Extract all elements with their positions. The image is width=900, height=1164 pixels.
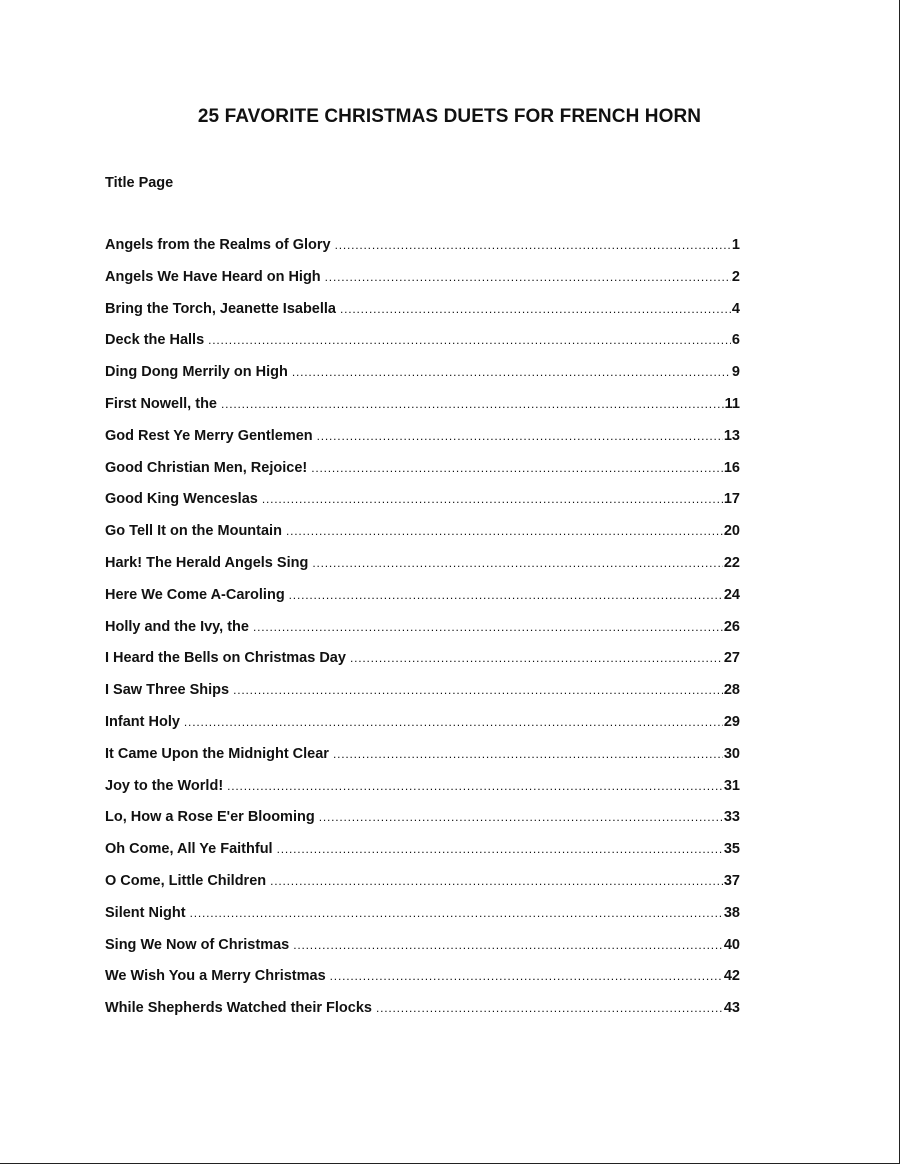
toc-entry [105, 301, 740, 333]
toc-entry-title: Ding Dong Merrily on High [105, 364, 288, 381]
toc-entry-page-number: 20 [723, 523, 740, 540]
dot-leader [335, 237, 731, 253]
toc-entry-title: I Saw Three Ships [105, 682, 230, 699]
toc-entry-page-number: 13 [723, 427, 740, 444]
toc-entry-title: Silent Night [105, 904, 186, 921]
toc-entry [105, 968, 740, 1000]
toc-entry [105, 396, 740, 428]
dot-leader [319, 809, 723, 825]
dot-leader [311, 460, 723, 476]
toc-entry [105, 364, 740, 396]
toc-entry-title: First Nowell, the [105, 395, 217, 412]
dot-leader [293, 937, 723, 953]
toc-entry [105, 937, 740, 969]
toc-entry-title: Oh Come, All Ye Faithful [105, 841, 273, 858]
toc-entry-title: Good Christian Men, Rejoice! [105, 459, 308, 476]
toc-entry-page-number: 30 [723, 745, 740, 762]
toc-entry-title: While Shepherds Watched their Flocks [105, 1000, 372, 1017]
toc-entry [105, 841, 740, 873]
dot-leader [277, 841, 723, 857]
toc-entry-page-number: 24 [723, 586, 740, 603]
toc-entry-page-number: 29 [723, 713, 740, 730]
toc-entry-title: Go Tell It on the Mountain [105, 523, 282, 540]
dot-leader [289, 587, 723, 603]
toc-entry-page-number: 22 [723, 554, 740, 571]
toc-entry-title: God Rest Ye Merry Gentlemen [105, 427, 313, 444]
dot-leader [233, 682, 723, 698]
toc-entry-title: O Come, Little Children [105, 872, 267, 889]
dot-leader [190, 905, 723, 921]
toc-entry [105, 332, 740, 364]
toc-entry [105, 491, 740, 523]
dot-leader [262, 491, 723, 507]
toc-entry-page-number: 35 [723, 841, 740, 858]
toc-entry-page-number: 17 [723, 491, 740, 508]
toc-entry-title: Infant Holy [105, 713, 180, 730]
toc-entry [105, 746, 740, 778]
dot-leader [340, 301, 731, 317]
toc-entry-title: Here We Come A-Caroling [105, 586, 285, 603]
toc-entry-title: Deck the Halls [105, 332, 205, 349]
dot-leader [221, 396, 724, 412]
toc-entry [105, 714, 740, 746]
toc-entry-page-number: 9 [731, 364, 740, 381]
dot-leader [376, 1000, 723, 1016]
toc-entry [105, 619, 740, 651]
title-page-label: Title Page [105, 175, 174, 191]
dot-leader [325, 269, 731, 285]
toc-entry-page-number: 6 [731, 332, 740, 349]
toc-entry-title: Joy to the World! [105, 777, 224, 794]
toc-entry-page-number: 4 [731, 300, 740, 317]
toc-entry [105, 1000, 740, 1032]
toc-entry-title: Hark! The Herald Angels Sing [105, 554, 309, 571]
dot-leader [253, 619, 723, 635]
toc-entry-title: Bring the Torch, Jeanette Isabella [105, 300, 336, 317]
table-of-contents [105, 237, 740, 1032]
dot-leader [333, 746, 723, 762]
toc-entry-page-number: 42 [723, 968, 740, 985]
dot-leader [208, 332, 731, 348]
dot-leader [350, 650, 723, 666]
toc-entry [105, 523, 740, 555]
toc-entry-title: Angels We Have Heard on High [105, 268, 321, 285]
toc-entry-page-number: 11 [724, 395, 740, 412]
toc-entry-title: I Heard the Bells on Christmas Day [105, 650, 346, 667]
toc-entry-page-number: 1 [731, 237, 740, 253]
toc-entry-page-number: 37 [723, 872, 740, 889]
toc-entry-page-number: 31 [723, 777, 740, 794]
toc-entry [105, 905, 740, 937]
toc-entry [105, 428, 740, 460]
dot-leader [312, 555, 723, 571]
toc-entry-page-number: 16 [723, 459, 740, 476]
dot-leader [184, 714, 723, 730]
toc-entry [105, 778, 740, 810]
toc-entry [105, 682, 740, 714]
toc-entry-page-number: 40 [723, 936, 740, 953]
toc-entry-page-number: 38 [723, 904, 740, 921]
toc-entry [105, 460, 740, 492]
toc-entry [105, 873, 740, 905]
dot-leader [292, 364, 731, 380]
toc-entry-title: Good King Wenceslas [105, 491, 258, 508]
dot-leader [317, 428, 723, 444]
toc-entry-page-number: 26 [723, 618, 740, 635]
toc-entry-title: Angels from the Realms of Glory [105, 237, 331, 253]
toc-entry-page-number: 28 [723, 682, 740, 699]
toc-entry [105, 555, 740, 587]
toc-entry [105, 809, 740, 841]
dot-leader [286, 523, 723, 539]
toc-entry-page-number: 43 [723, 1000, 740, 1017]
toc-entry-title: Lo, How a Rose E'er Blooming [105, 809, 315, 826]
dot-leader [270, 873, 723, 889]
toc-entry-title: Holly and the Ivy, the [105, 618, 249, 635]
toc-entry-title: We Wish You a Merry Christmas [105, 968, 326, 985]
toc-entry-title: Sing We Now of Christmas [105, 936, 290, 953]
toc-entry-page-number: 33 [723, 809, 740, 826]
toc-entry [105, 650, 740, 682]
dot-leader [330, 968, 723, 984]
dot-leader [227, 778, 723, 794]
toc-entry-page-number: 2 [731, 268, 740, 285]
toc-entry [105, 237, 740, 269]
toc-entry [105, 587, 740, 619]
toc-entry-page-number: 27 [723, 650, 740, 667]
toc-entry-title: It Came Upon the Midnight Clear [105, 745, 329, 762]
document-title: 25 FAVORITE CHRISTMAS DUETS FOR FRENCH HORN [197, 106, 702, 127]
toc-entry [105, 269, 740, 301]
